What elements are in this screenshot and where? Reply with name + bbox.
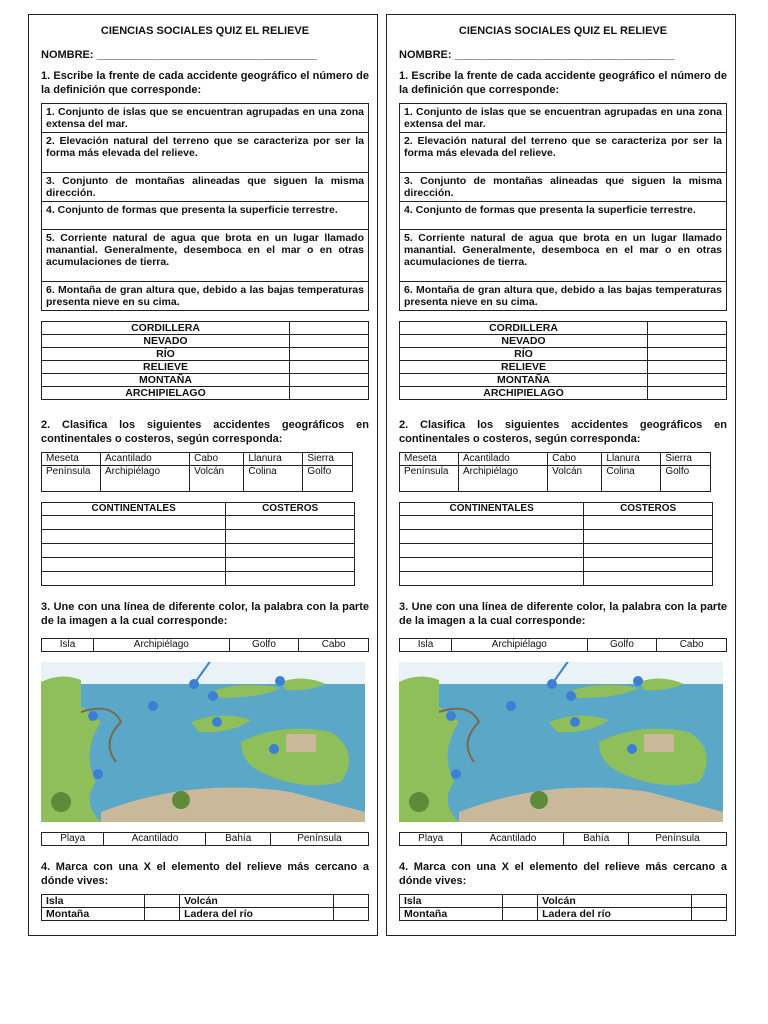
term-answer-cell[interactable] [648, 361, 727, 374]
marker-dot [627, 744, 637, 754]
word-cabo: Cabo [657, 639, 727, 652]
classify-words-table [399, 452, 711, 492]
definition-4: 4. Conjunto de formas que presenta la superficie terrestre. [400, 202, 727, 230]
coastal-landscape-illustration [399, 662, 723, 822]
answer-cell[interactable] [226, 530, 355, 544]
definition-5: 5. Corriente natural de agua que brota en un lugar llamado manantial. Generalmente, desemboca en el mar o en otras acumulaciones de tierra. [42, 230, 369, 282]
classify-word: Colina [244, 466, 303, 492]
term-answer-cell[interactable] [648, 348, 727, 361]
relief-option: Ladera del río [538, 908, 692, 921]
costeros-header: COSTEROS [226, 503, 355, 516]
definitions-table [41, 103, 369, 311]
answer-cell[interactable] [400, 530, 584, 544]
term-label: NEVADO [42, 335, 290, 348]
name-field-label: NOMBRE: ____________________________________ [41, 49, 317, 61]
bottom-words-table [399, 832, 727, 846]
word-acantilado: Acantilado [462, 833, 564, 846]
answer-cell[interactable] [584, 530, 713, 544]
term-label: CORDILLERA [400, 322, 648, 335]
word-acantilado: Acantilado [104, 833, 206, 846]
continental-coastal-table [399, 502, 713, 586]
quiz-sheet-left [28, 14, 378, 936]
marker-dot [570, 717, 580, 727]
classify-word: Meseta [42, 453, 101, 466]
nearest-relief-table [399, 894, 727, 921]
marker-dot [547, 679, 557, 689]
marker-dot [93, 769, 103, 779]
answer-cell[interactable] [42, 544, 226, 558]
definition-6: 6. Montaña de gran altura que, debido a las bajas temperaturas presenta nieve en su cima. [400, 282, 727, 311]
definition-2: 2. Elevación natural del terreno que se caracteriza por ser la forma más elevada del relieve. [42, 133, 369, 173]
classify-word: Cabo [548, 453, 602, 466]
marker-dot [269, 744, 279, 754]
marker-dot [189, 679, 199, 689]
word-isla: Isla [400, 639, 452, 652]
marker-dot [275, 676, 285, 686]
question-3: 3. Une con una línea de diferente color, la palabra con la parte de la imagen a la cual corresponde: [41, 601, 369, 627]
term-answer-cell[interactable] [290, 322, 369, 335]
quiz-title: CIENCIAS SOCIALES QUIZ EL RELIEVE [100, 25, 310, 37]
checkbox-cell[interactable] [692, 895, 727, 908]
word-playa: Playa [42, 833, 104, 846]
classify-word: Sierra [303, 453, 353, 466]
checkbox-cell[interactable] [145, 895, 180, 908]
term-answer-cell[interactable] [648, 387, 727, 400]
definitions-table [399, 103, 727, 311]
checkbox-cell[interactable] [503, 895, 538, 908]
relief-option: Montaña [400, 908, 503, 921]
marker-dot [506, 701, 516, 711]
answer-cell[interactable] [226, 516, 355, 530]
checkbox-cell[interactable] [503, 908, 538, 921]
term-answer-cell[interactable] [648, 322, 727, 335]
term-label: CORDILLERA [42, 322, 290, 335]
definition-1: 1. Conjunto de islas que se encuentran agrupadas en una zona extensa del mar. [42, 104, 369, 133]
marker-dot [208, 691, 218, 701]
classify-word: Cabo [190, 453, 244, 466]
classify-words-table [41, 452, 353, 492]
word-bahia: Bahía [564, 833, 628, 846]
classify-word: Meseta [400, 453, 459, 466]
term-answer-cell[interactable] [648, 335, 727, 348]
definition-4: 4. Conjunto de formas que presenta la superficie terrestre. [42, 202, 369, 230]
relief-option: Isla [42, 895, 145, 908]
term-label: RELIEVE [400, 361, 648, 374]
classify-word: Archipiélago [101, 466, 190, 492]
classify-word: Golfo [303, 466, 353, 492]
question-1: 1. Escribe la frente de cada accidente geográfico el número de la definición que corresponde: [399, 70, 727, 96]
relief-option: Volcán [538, 895, 692, 908]
continentales-header: CONTINENTALES [42, 503, 226, 516]
question-4: 4. Marca con una X el elemento del relieve más cercano a dónde vives: [41, 861, 369, 887]
classify-word: Península [42, 466, 101, 492]
relief-option: Isla [400, 895, 503, 908]
word-isla: Isla [42, 639, 94, 652]
term-answer-cell[interactable] [290, 348, 369, 361]
word-archipielago: Archipiélago [452, 639, 588, 652]
classify-word: Llanura [602, 453, 661, 466]
question-4: 4. Marca con una X el elemento del relieve más cercano a dónde vives: [399, 861, 727, 887]
answer-cell[interactable] [400, 572, 584, 586]
term-answer-cell[interactable] [648, 374, 727, 387]
term-label: ARCHIPIELAGO [42, 387, 290, 400]
classify-word: Península [400, 466, 459, 492]
word-cabo: Cabo [299, 639, 369, 652]
term-label: RÍO [400, 348, 648, 361]
checkbox-cell[interactable] [145, 908, 180, 921]
answer-cell[interactable] [226, 558, 355, 572]
classify-word: Sierra [661, 453, 711, 466]
answer-cell[interactable] [584, 558, 713, 572]
term-label: ARCHIPIELAGO [400, 387, 648, 400]
checkbox-cell[interactable] [334, 895, 369, 908]
costeros-header: COSTEROS [584, 503, 713, 516]
answer-cell[interactable] [400, 516, 584, 530]
answer-cell[interactable] [226, 544, 355, 558]
definition-3: 3. Conjunto de montañas alineadas que siguen la misma dirección. [400, 173, 727, 202]
word-archipielago: Archipiélago [94, 639, 230, 652]
definition-3: 3. Conjunto de montañas alineadas que siguen la misma dirección. [42, 173, 369, 202]
marker-dot [451, 769, 461, 779]
answer-cell[interactable] [42, 558, 226, 572]
name-field-label: NOMBRE: ____________________________________ [399, 49, 675, 61]
definition-5: 5. Corriente natural de agua que brota en un lugar llamado manantial. Generalmente, desemboca en el mar o en otras acumulaciones de tierra. [400, 230, 727, 282]
marker-dot [212, 717, 222, 727]
question-2: 2. Clasifica los siguientes accidentes geográficos en continentales o costeros, según corresponda: [41, 419, 369, 445]
definition-6: 6. Montaña de gran altura que, debido a las bajas temperaturas presenta nieve en su cima. [42, 282, 369, 311]
classify-word: Archipiélago [459, 466, 548, 492]
answer-cell[interactable] [584, 572, 713, 586]
answer-cell[interactable] [42, 530, 226, 544]
classify-word: Acantilado [459, 453, 548, 466]
term-label: MONTAÑA [400, 374, 648, 387]
marker-dot [148, 701, 158, 711]
definition-1: 1. Conjunto de islas que se encuentran agrupadas en una zona extensa del mar. [400, 104, 727, 133]
relief-option: Montaña [42, 908, 145, 921]
top-words-table [41, 638, 369, 652]
answer-cell[interactable] [584, 516, 713, 530]
continentales-header: CONTINENTALES [400, 503, 584, 516]
checkbox-cell[interactable] [692, 908, 727, 921]
top-words-table [399, 638, 727, 652]
relief-option: Volcán [180, 895, 334, 908]
checkbox-cell[interactable] [334, 908, 369, 921]
word-golfo: Golfo [587, 639, 657, 652]
word-playa: Playa [400, 833, 462, 846]
question-2: 2. Clasifica los siguientes accidentes geográficos en continentales o costeros, según corresponda: [399, 419, 727, 445]
word-golfo: Golfo [229, 639, 299, 652]
term-answer-cell[interactable] [290, 387, 369, 400]
terms-table [399, 321, 727, 400]
definition-2: 2. Elevación natural del terreno que se caracteriza por ser la forma más elevada del relieve. [400, 133, 727, 173]
bottom-words-table [41, 832, 369, 846]
term-answer-cell[interactable] [290, 335, 369, 348]
classify-word: Llanura [244, 453, 303, 466]
coastal-landscape-illustration [41, 662, 365, 822]
marker-dot [566, 691, 576, 701]
term-answer-cell[interactable] [290, 374, 369, 387]
term-answer-cell[interactable] [290, 361, 369, 374]
term-label: MONTAÑA [42, 374, 290, 387]
word-bahia: Bahía [206, 833, 270, 846]
classify-word: Volcán [548, 466, 602, 492]
marker-dot [633, 676, 643, 686]
classify-word: Colina [602, 466, 661, 492]
marker-dot [88, 711, 98, 721]
word-peninsula: Península [628, 833, 726, 846]
continental-coastal-table [41, 502, 355, 586]
answer-cell[interactable] [42, 516, 226, 530]
marker-dot [446, 711, 456, 721]
answer-cell[interactable] [584, 544, 713, 558]
answer-cell[interactable] [400, 544, 584, 558]
classify-word: Acantilado [101, 453, 190, 466]
terms-table [41, 321, 369, 400]
quiz-title: CIENCIAS SOCIALES QUIZ EL RELIEVE [458, 25, 668, 37]
term-label: RELIEVE [42, 361, 290, 374]
question-3: 3. Une con una línea de diferente color, la palabra con la parte de la imagen a la cual corresponde: [399, 601, 727, 627]
answer-cell[interactable] [226, 572, 355, 586]
classify-word: Volcán [190, 466, 244, 492]
classify-word: Golfo [661, 466, 711, 492]
term-label: NEVADO [400, 335, 648, 348]
answer-cell[interactable] [400, 558, 584, 572]
term-label: RÍO [42, 348, 290, 361]
word-peninsula: Península [270, 833, 368, 846]
relief-option: Ladera del río [180, 908, 334, 921]
quiz-sheet-right [386, 14, 736, 936]
answer-cell[interactable] [42, 572, 226, 586]
question-1: 1. Escribe la frente de cada accidente geográfico el número de la definición que corresponde: [41, 70, 369, 96]
nearest-relief-table [41, 894, 369, 921]
